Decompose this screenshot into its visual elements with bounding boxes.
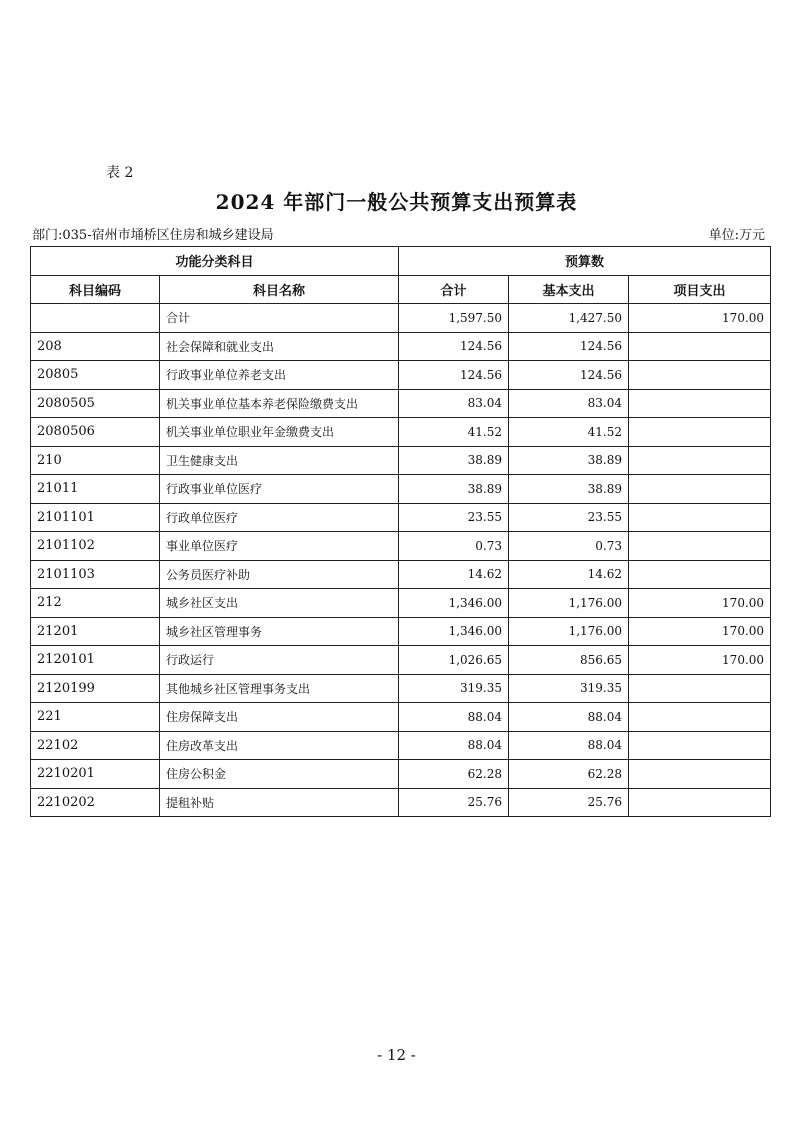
cell-project (629, 446, 771, 475)
cell-code: 2080505 (31, 389, 160, 418)
table-row (31, 304, 771, 333)
cell-code (31, 304, 160, 333)
column-header-row (31, 275, 771, 304)
cell-name: 提租补贴 (160, 788, 399, 817)
cell-name: 城乡社区管理事务 (160, 617, 399, 646)
cell-total: 38.89 (399, 446, 509, 475)
cell-project (629, 361, 771, 390)
cell-name: 住房改革支出 (160, 731, 399, 760)
cell-code: 20805 (31, 361, 160, 390)
cell-basic: 41.52 (509, 418, 629, 447)
cell-name: 社会保障和就业支出 (160, 332, 399, 361)
cell-basic: 88.04 (509, 731, 629, 760)
cell-total: 88.04 (399, 703, 509, 732)
cell-project (629, 332, 771, 361)
cell-name: 合计 (160, 304, 399, 333)
cell-basic: 124.56 (509, 361, 629, 390)
column-header-basic: 基本支出 (509, 275, 629, 304)
table-row (31, 589, 771, 618)
cell-code: 21201 (31, 617, 160, 646)
cell-basic: 124.56 (509, 332, 629, 361)
budget-table (30, 246, 771, 817)
cell-basic: 23.55 (509, 503, 629, 532)
cell-code: 2101102 (31, 532, 160, 561)
cell-project (629, 389, 771, 418)
cell-total: 124.56 (399, 332, 509, 361)
cell-project (629, 760, 771, 789)
column-header-total: 合计 (399, 275, 509, 304)
table-row (31, 503, 771, 532)
cell-project (629, 703, 771, 732)
cell-basic: 83.04 (509, 389, 629, 418)
cell-code: 21011 (31, 475, 160, 504)
cell-project (629, 788, 771, 817)
table-row (31, 731, 771, 760)
cell-total: 88.04 (399, 731, 509, 760)
table-body (31, 304, 771, 817)
cell-code: 221 (31, 703, 160, 732)
cell-basic: 1,427.50 (509, 304, 629, 333)
cell-code: 2210201 (31, 760, 160, 789)
cell-project (629, 475, 771, 504)
cell-code: 2210202 (31, 788, 160, 817)
cell-name: 行政单位医疗 (160, 503, 399, 532)
cell-total: 38.89 (399, 475, 509, 504)
cell-code: 2080506 (31, 418, 160, 447)
cell-code: 22102 (31, 731, 160, 760)
cell-project (629, 674, 771, 703)
table-row (31, 389, 771, 418)
column-header-name: 科目名称 (160, 275, 399, 304)
cell-basic: 62.28 (509, 760, 629, 789)
cell-name: 机关事业单位职业年金缴费支出 (160, 418, 399, 447)
cell-project (629, 560, 771, 589)
table-row (31, 475, 771, 504)
column-header-code: 科目编码 (31, 275, 160, 304)
cell-project: 170.00 (629, 589, 771, 618)
cell-total: 1,346.00 (399, 617, 509, 646)
unit-label: 单位:万元 (708, 228, 765, 243)
cell-name: 住房保障支出 (160, 703, 399, 732)
cell-project (629, 731, 771, 760)
cell-code: 2101103 (31, 560, 160, 589)
cell-project (629, 418, 771, 447)
cell-basic: 88.04 (509, 703, 629, 732)
group-header-row (31, 247, 771, 276)
table-row (31, 703, 771, 732)
table-row (31, 446, 771, 475)
cell-basic: 38.89 (509, 446, 629, 475)
cell-total: 14.62 (399, 560, 509, 589)
cell-total: 62.28 (399, 760, 509, 789)
cell-total: 1,026.65 (399, 646, 509, 675)
cell-total: 41.52 (399, 418, 509, 447)
cell-name: 城乡社区支出 (160, 589, 399, 618)
department-label: 部门:035-宿州市埇桥区住房和城乡建设局 (32, 228, 274, 243)
cell-project: 170.00 (629, 617, 771, 646)
cell-name: 行政运行 (160, 646, 399, 675)
cell-total: 25.76 (399, 788, 509, 817)
cell-project: 170.00 (629, 304, 771, 333)
group-header-function-category: 功能分类科目 (31, 247, 399, 276)
table-row (31, 532, 771, 561)
table-row (31, 560, 771, 589)
cell-name: 其他城乡社区管理事务支出 (160, 674, 399, 703)
cell-total: 23.55 (399, 503, 509, 532)
cell-basic: 856.65 (509, 646, 629, 675)
table-label: 表 2 (106, 165, 134, 181)
cell-code: 210 (31, 446, 160, 475)
table-row (31, 646, 771, 675)
table-row (31, 332, 771, 361)
cell-basic: 0.73 (509, 532, 629, 561)
cell-basic: 25.76 (509, 788, 629, 817)
table-row (31, 617, 771, 646)
cell-total: 1,597.50 (399, 304, 509, 333)
cell-code: 2120199 (31, 674, 160, 703)
cell-basic: 38.89 (509, 475, 629, 504)
cell-name: 公务员医疗补助 (160, 560, 399, 589)
cell-total: 124.56 (399, 361, 509, 390)
cell-name: 行政事业单位医疗 (160, 475, 399, 504)
cell-name: 事业单位医疗 (160, 532, 399, 561)
cell-name: 机关事业单位基本养老保险缴费支出 (160, 389, 399, 418)
cell-total: 1,346.00 (399, 589, 509, 618)
cell-project (629, 532, 771, 561)
table-row (31, 418, 771, 447)
table-row (31, 788, 771, 817)
cell-basic: 1,176.00 (509, 589, 629, 618)
table-row (31, 361, 771, 390)
cell-total: 83.04 (399, 389, 509, 418)
cell-code: 212 (31, 589, 160, 618)
cell-project (629, 503, 771, 532)
cell-basic: 1,176.00 (509, 617, 629, 646)
cell-code: 2101101 (31, 503, 160, 532)
table-row (31, 674, 771, 703)
cell-project: 170.00 (629, 646, 771, 675)
cell-name: 住房公积金 (160, 760, 399, 789)
cell-total: 319.35 (399, 674, 509, 703)
cell-code: 208 (31, 332, 160, 361)
column-header-project: 项目支出 (629, 275, 771, 304)
page-title: 2024 年部门一般公共预算支出预算表 (215, 190, 578, 214)
page-number: - 12 - (377, 1046, 416, 1064)
cell-name: 卫生健康支出 (160, 446, 399, 475)
cell-total: 0.73 (399, 532, 509, 561)
cell-name: 行政事业单位养老支出 (160, 361, 399, 390)
cell-basic: 14.62 (509, 560, 629, 589)
cell-basic: 319.35 (509, 674, 629, 703)
group-header-budget: 预算数 (399, 247, 771, 276)
table-row (31, 760, 771, 789)
cell-code: 2120101 (31, 646, 160, 675)
